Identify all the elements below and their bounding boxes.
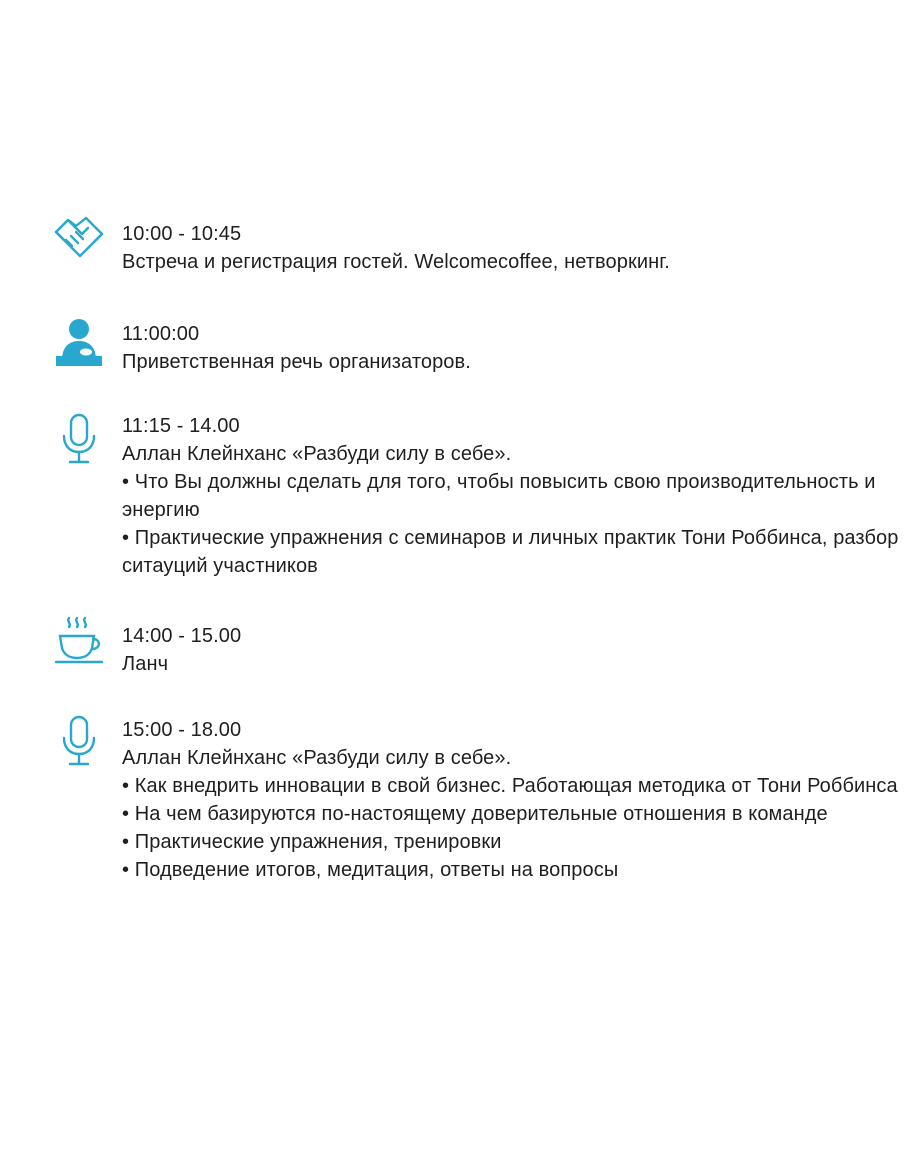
item-line: • Подведение итогов, медитация, ответы на вопросы (122, 859, 619, 881)
item-line: Встреча и регистрация гостей. Welcomecoffee, нетворкинг. (122, 251, 670, 273)
item-line: • На чем базируются по-настоящему доверительные отношения в команде (122, 803, 828, 825)
item-time: 14:00 - 15.00 (122, 625, 242, 647)
item-line: Ланч (122, 653, 169, 675)
microphone-icon (52, 412, 106, 466)
handshake-icon (52, 212, 106, 266)
coffee-cup-icon (52, 614, 106, 668)
item-line: Приветственная речь организаторов. (122, 351, 471, 373)
microphone-icon (52, 714, 106, 768)
item-line: • Практические упражнения, тренировки (122, 831, 502, 853)
item-time: 11:00:00 (122, 323, 200, 345)
item-line: Аллан Клейнханс «Разбуди силу в себе». (122, 747, 512, 769)
item-line: • Практические упражнения с семинаров и личных практик Тони Роббинса, разбор ситауций участников (122, 527, 899, 577)
item-line: Аллан Клейнханс «Разбуди силу в себе». (122, 443, 512, 465)
item-time: 15:00 - 18.00 (122, 719, 242, 741)
item-line: • Что Вы должны сделать для того, чтобы повысить свою производительность и энергию (122, 471, 876, 521)
speaker-podium-icon (52, 316, 106, 370)
item-line: • Как внедрить инновации в свой бизнес. Работающая методика от Тони Роббинса (122, 775, 898, 797)
item-time: 11:15 - 14.00 (122, 415, 240, 437)
item-time: 10:00 - 10:45 (122, 223, 242, 245)
